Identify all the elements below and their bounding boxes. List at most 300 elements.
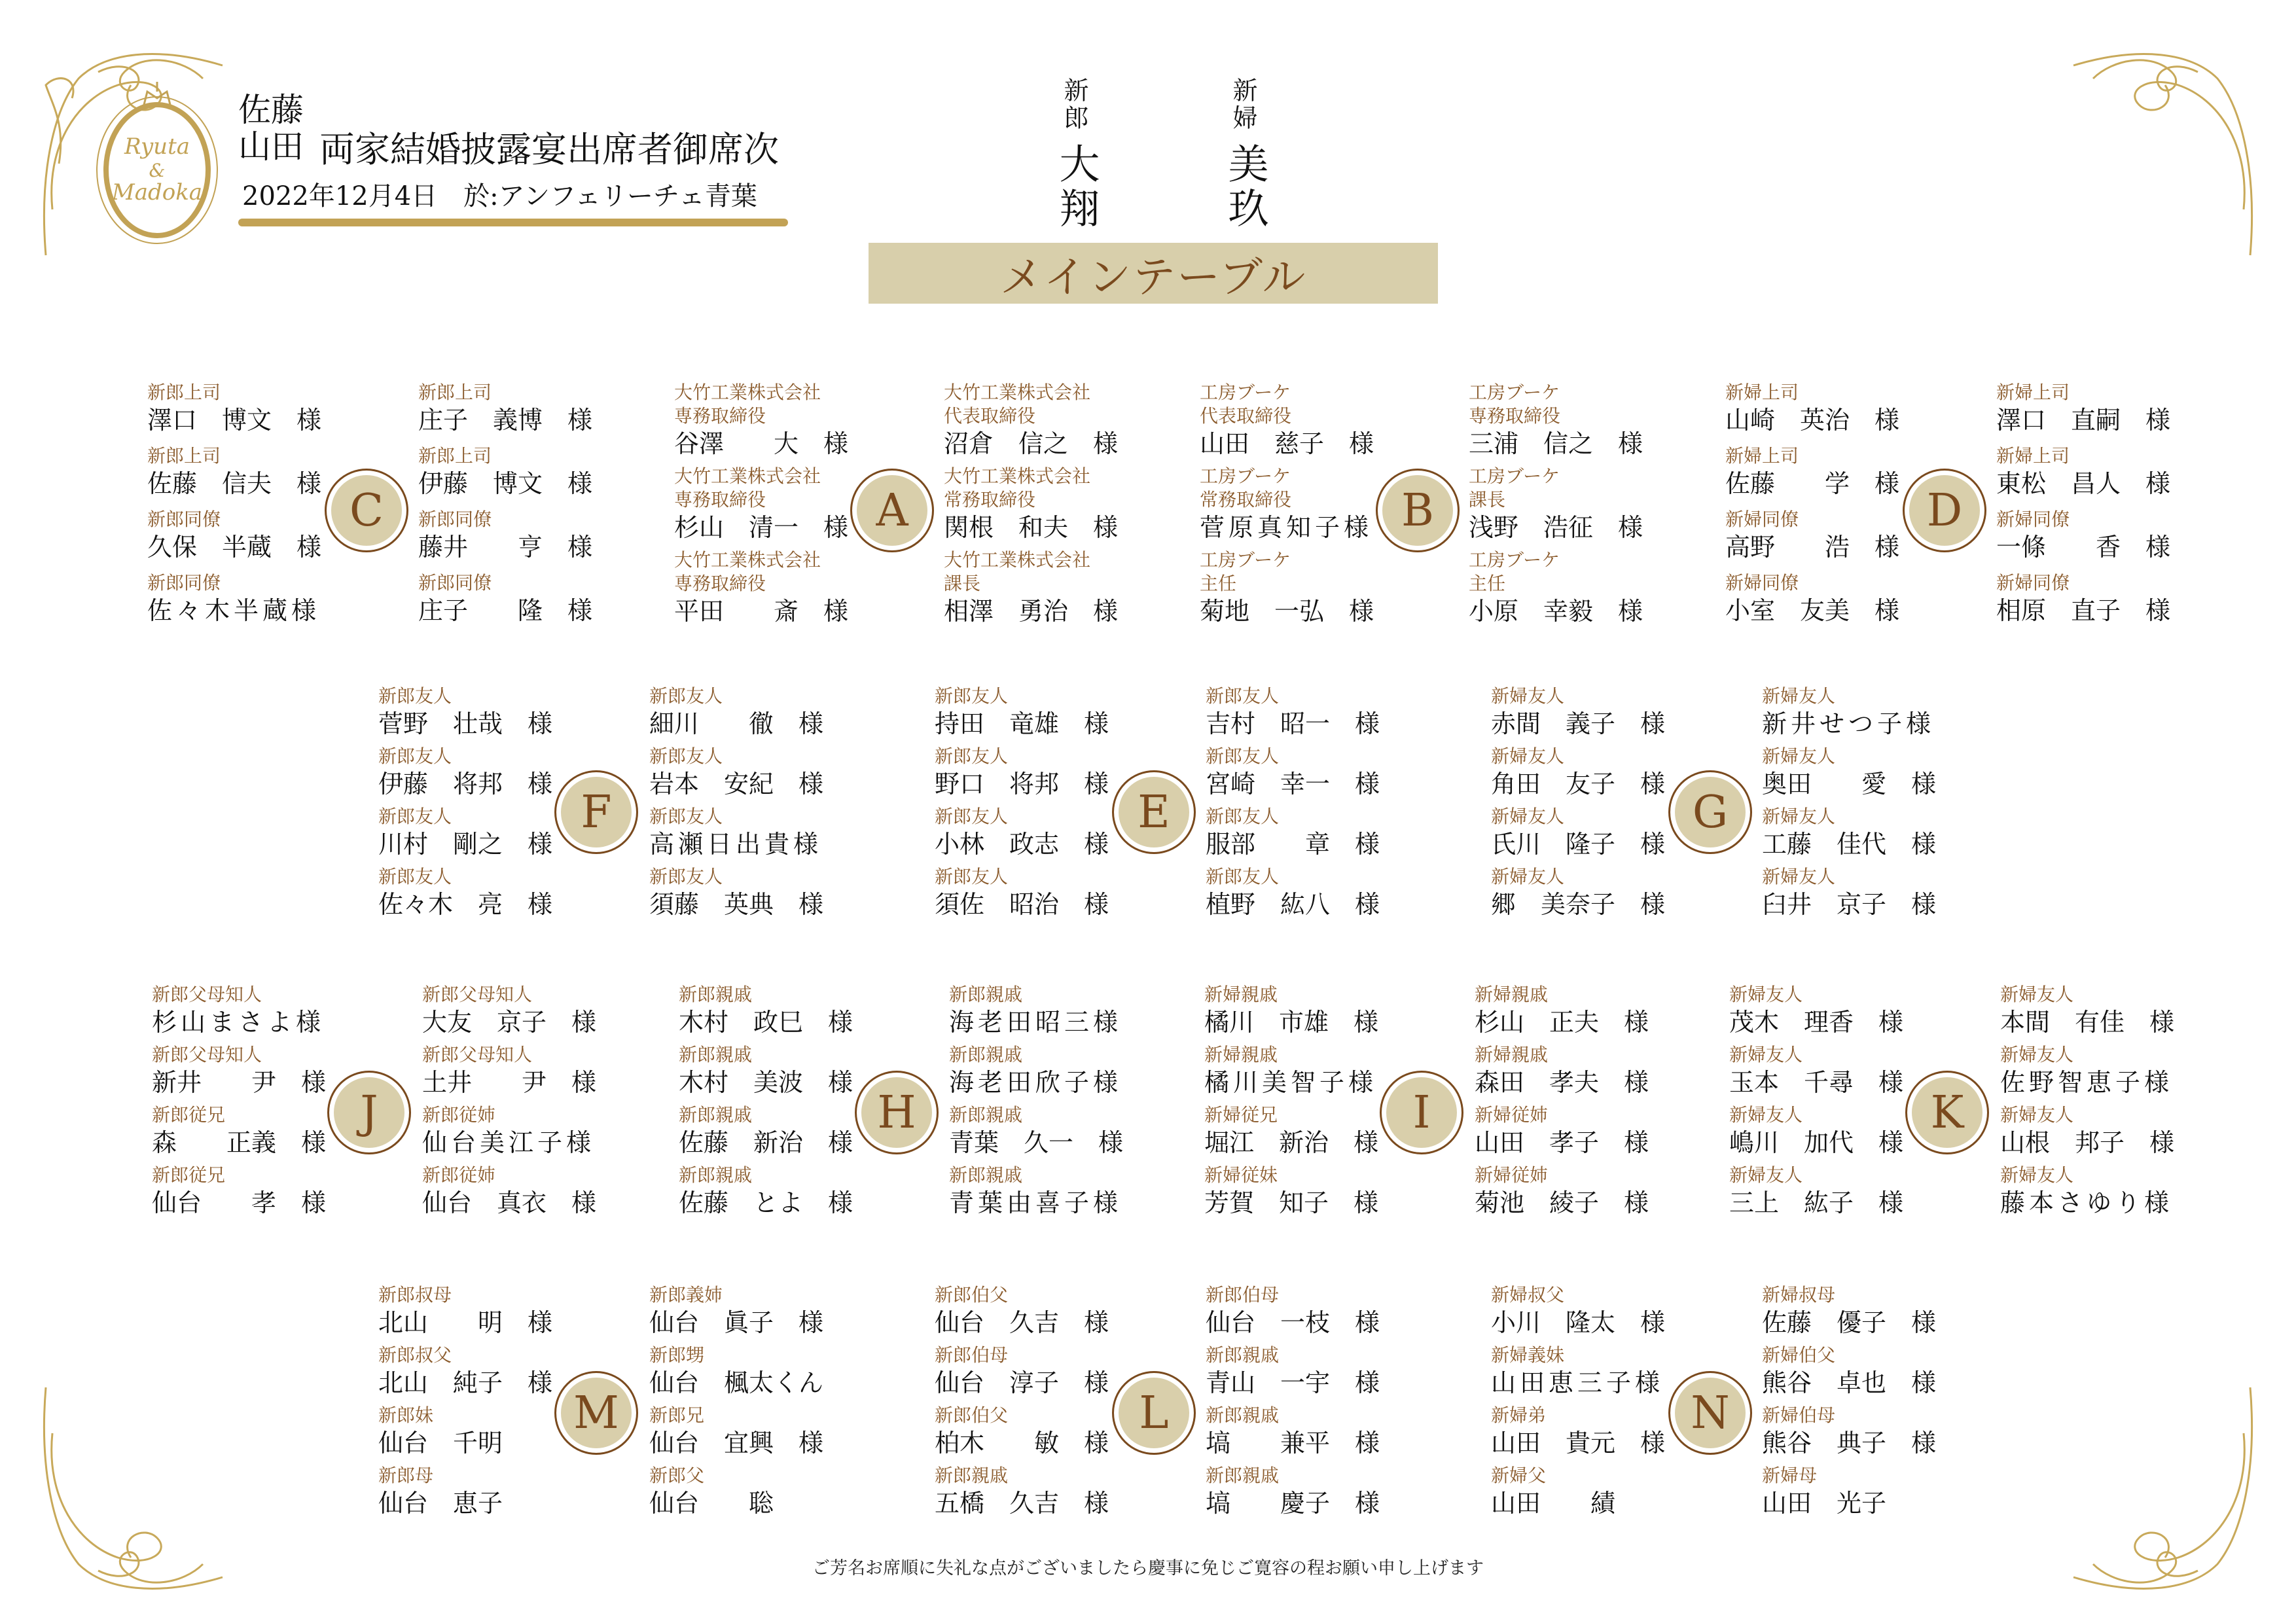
guest-column-right bbox=[949, 983, 1132, 1224]
guest-entry bbox=[1491, 1464, 1674, 1519]
guest-column-right bbox=[422, 983, 605, 1224]
guest-relation: 新郎友人 bbox=[649, 806, 723, 827]
guest-name: 工藤 佳代 様 bbox=[1762, 830, 1937, 859]
guest-entry bbox=[1206, 745, 1389, 800]
guest-relation: 新郎上司 bbox=[147, 382, 221, 403]
guest-relation: 新郎従兄 bbox=[152, 1164, 226, 1186]
guest-relation: 新婦友人 bbox=[2000, 1044, 2074, 1065]
guest-entry bbox=[949, 983, 1132, 1038]
guest-entry bbox=[1491, 1283, 1674, 1338]
table-marker-f bbox=[554, 770, 638, 854]
guest-name: 玉本 千尋 様 bbox=[1729, 1068, 1904, 1097]
guest-entry bbox=[935, 1283, 1118, 1338]
table-marker-k bbox=[1905, 1071, 1989, 1154]
table-letter: N bbox=[1691, 1387, 1730, 1439]
guest-relation: 新郎友人 bbox=[378, 685, 452, 707]
guest-name: 相澤 勇治 様 bbox=[944, 597, 1119, 626]
guest-entry bbox=[147, 571, 331, 626]
guest-relation: 大竹工業株式会社 課長 bbox=[944, 549, 1091, 594]
guest-entry bbox=[674, 465, 857, 543]
guest-name: 山根 邦子 様 bbox=[2000, 1128, 2175, 1157]
guest-entry bbox=[378, 1344, 562, 1399]
guest-name: 仙台 一枝 様 bbox=[1206, 1308, 1380, 1337]
table-letter: A bbox=[876, 484, 908, 537]
guest-column-right bbox=[649, 685, 833, 925]
table-letter: J bbox=[360, 1086, 378, 1139]
guest-name: 浅野 浩征 様 bbox=[1469, 513, 1643, 542]
guest-relation: 新郎親戚 bbox=[679, 1044, 753, 1065]
guest-name: 仙台 楓太くん bbox=[649, 1368, 824, 1397]
guest-name: 仙台 眞子 様 bbox=[649, 1308, 824, 1337]
guest-name: 佐藤 とよ 様 bbox=[679, 1188, 853, 1217]
guest-name: 海老田欣子様 bbox=[949, 1068, 1122, 1097]
guest-name: 菅野 壮哉 様 bbox=[378, 709, 553, 738]
guest-entry bbox=[147, 508, 331, 563]
guest-name: 藤井 亨 様 bbox=[418, 533, 593, 562]
guest-entry bbox=[422, 983, 605, 1038]
guest-relation: 新郎妹 bbox=[378, 1404, 434, 1426]
guest-entry bbox=[949, 1164, 1132, 1219]
guest-entry bbox=[152, 1164, 335, 1219]
guest-column-left bbox=[1200, 381, 1383, 632]
guest-entry bbox=[944, 548, 1127, 627]
guest-entry bbox=[649, 1464, 833, 1519]
guest-entry bbox=[1200, 548, 1383, 627]
guest-name: 仙台 千明 bbox=[378, 1429, 503, 1457]
guest-relation: 新郎伯母 bbox=[1206, 1284, 1280, 1306]
table-letter: F bbox=[581, 786, 612, 838]
guest-name: 服部 章 様 bbox=[1206, 830, 1380, 859]
guest-name: 山田 孝子 様 bbox=[1475, 1128, 1649, 1157]
guest-relation: 工房ブーケ 常務取締役 bbox=[1200, 465, 1292, 510]
table-letter: C bbox=[349, 484, 384, 537]
guest-entry bbox=[935, 1404, 1118, 1459]
guest-entry bbox=[2000, 1164, 2183, 1219]
bride-name: 美玖 bbox=[1221, 143, 1269, 232]
guest-entry bbox=[152, 983, 335, 1038]
guest-entry bbox=[418, 571, 601, 626]
guest-name: 佐々木 亮 様 bbox=[378, 890, 553, 919]
guest-entry bbox=[649, 805, 833, 860]
guest-entry bbox=[935, 1344, 1118, 1399]
guest-name: 郷 美奈子 様 bbox=[1491, 890, 1666, 919]
guest-relation: 新郎兄 bbox=[649, 1404, 705, 1426]
guest-relation: 新婦伯母 bbox=[1762, 1404, 1836, 1426]
guest-name: 仙台 聡 bbox=[649, 1489, 774, 1518]
guest-column-right bbox=[1206, 685, 1389, 925]
guest-relation: 新郎友人 bbox=[649, 866, 723, 887]
guest-relation: 新婦従姉 bbox=[1475, 1164, 1549, 1186]
guest-entry bbox=[378, 805, 562, 860]
guest-entry bbox=[1206, 865, 1389, 920]
guest-name: 小川 隆太 様 bbox=[1491, 1308, 1666, 1337]
page-title: 両家結婚披露宴出席者御席次 bbox=[319, 129, 779, 170]
guest-name: 関根 和夫 様 bbox=[944, 513, 1119, 542]
guest-name: 氏川 隆子 様 bbox=[1491, 830, 1666, 859]
guest-relation: 新婦友人 bbox=[2000, 984, 2074, 1005]
footer-note: ご芳名お席順に失礼な点がございましたら慶事に免じご寛容の程お願い申し上げます bbox=[812, 1558, 1484, 1578]
guest-column-right bbox=[1469, 381, 1652, 632]
guest-entry bbox=[1491, 1344, 1674, 1399]
guest-entry bbox=[1729, 1103, 1912, 1158]
guest-relation: 新婦上司 bbox=[1996, 445, 2070, 467]
guest-relation: 新郎友人 bbox=[1206, 685, 1280, 707]
guest-entry bbox=[1206, 1283, 1389, 1338]
guest-entry bbox=[1729, 1043, 1912, 1098]
guest-relation: 大竹工業株式会社 専務取締役 bbox=[674, 465, 821, 510]
guest-column-left bbox=[679, 983, 862, 1224]
guest-relation: 新婦弟 bbox=[1491, 1404, 1547, 1426]
groom-name: 大翔 bbox=[1052, 143, 1100, 232]
guest-entry bbox=[422, 1164, 605, 1219]
guest-relation: 新郎父母知人 bbox=[422, 1044, 533, 1065]
guest-name: 堀江 新治 様 bbox=[1204, 1128, 1379, 1157]
main-table-label: メインテーブル bbox=[999, 252, 1307, 302]
guest-entry bbox=[935, 805, 1118, 860]
guest-name: 三上 紘子 様 bbox=[1729, 1188, 1904, 1217]
guest-name: 塙 慶子 様 bbox=[1206, 1489, 1380, 1518]
guest-entry bbox=[1491, 865, 1674, 920]
guest-entry bbox=[674, 381, 857, 459]
guest-relation: 新郎親戚 bbox=[935, 1465, 1009, 1486]
guest-entry bbox=[152, 1103, 335, 1158]
table-marker-j bbox=[327, 1071, 411, 1154]
guest-name: 菊池 綾子 様 bbox=[1475, 1188, 1649, 1217]
table-marker-h bbox=[855, 1071, 939, 1154]
guest-relation: 新郎親戚 bbox=[949, 1104, 1023, 1126]
guest-relation: 新郎同僚 bbox=[418, 572, 492, 594]
guest-relation: 新婦友人 bbox=[2000, 1104, 2074, 1126]
guest-relation: 新婦友人 bbox=[1491, 685, 1565, 707]
table-letter: H bbox=[877, 1086, 916, 1139]
guest-entry bbox=[1762, 1404, 1945, 1459]
guest-entry bbox=[378, 1283, 562, 1338]
guest-name: 仙台 淳子 様 bbox=[935, 1368, 1109, 1397]
guest-relation: 新郎父母知人 bbox=[152, 1044, 262, 1065]
guest-column-right bbox=[944, 381, 1127, 632]
guest-entry bbox=[1491, 805, 1674, 860]
table-letter: D bbox=[1926, 484, 1963, 537]
guest-relation: 新郎親戚 bbox=[679, 1104, 753, 1126]
table-marker-m bbox=[554, 1371, 638, 1455]
family-name-yamada: 山田 bbox=[238, 128, 304, 166]
bride-role: 新婦 bbox=[1229, 77, 1257, 132]
guest-name: 宮崎 幸一 様 bbox=[1206, 770, 1380, 798]
corner-flourish-top-right bbox=[2060, 46, 2257, 268]
guest-name: 山田恵三子様 bbox=[1491, 1368, 1664, 1397]
guest-column-left bbox=[1725, 381, 1909, 635]
guest-entry bbox=[422, 1103, 605, 1158]
guest-relation: 新郎伯父 bbox=[935, 1284, 1009, 1306]
guest-name: 海老田昭三様 bbox=[949, 1008, 1122, 1037]
table-letter: M bbox=[573, 1387, 619, 1439]
guest-entry bbox=[935, 745, 1118, 800]
guest-relation: 新婦友人 bbox=[1729, 1164, 1803, 1186]
guest-relation: 新郎叔母 bbox=[378, 1284, 452, 1306]
guest-column-left bbox=[147, 381, 331, 635]
guest-entry bbox=[1491, 685, 1674, 740]
gold-divider bbox=[238, 219, 788, 226]
guest-name: 高野 浩 様 bbox=[1725, 533, 1900, 562]
guest-entry bbox=[649, 1404, 833, 1459]
guest-relation: 新郎上司 bbox=[418, 445, 492, 467]
guest-relation: 新婦友人 bbox=[1762, 866, 1836, 887]
guest-relation: 新郎母 bbox=[378, 1465, 434, 1486]
guest-entry bbox=[944, 381, 1127, 459]
guest-relation: 工房ブーケ 専務取締役 bbox=[1469, 382, 1561, 427]
guest-relation: 新婦父 bbox=[1491, 1465, 1547, 1486]
guest-relation: 新郎同僚 bbox=[418, 508, 492, 530]
guest-entry bbox=[2000, 1043, 2183, 1098]
guest-name: 小室 友美 様 bbox=[1725, 596, 1900, 625]
guest-relation: 新郎親戚 bbox=[949, 984, 1023, 1005]
guest-relation: 新郎叔父 bbox=[378, 1344, 452, 1366]
groom-role: 新郎 bbox=[1060, 77, 1088, 132]
guest-relation: 新婦親戚 bbox=[1475, 1044, 1549, 1065]
guest-entry bbox=[1996, 381, 2179, 436]
guest-entry bbox=[152, 1043, 335, 1098]
guest-entry bbox=[674, 548, 857, 627]
guest-entry bbox=[418, 508, 601, 563]
guest-name: 山田 績 bbox=[1491, 1489, 1616, 1518]
guest-name: 細川 徹 様 bbox=[649, 709, 824, 738]
guest-relation: 工房ブーケ 代表取締役 bbox=[1200, 382, 1292, 427]
guest-entry bbox=[1206, 1344, 1389, 1399]
guest-entry bbox=[378, 1464, 562, 1519]
guest-entry bbox=[679, 1103, 862, 1158]
guest-entry bbox=[1475, 983, 1658, 1038]
guest-name: 菅原真知子様 bbox=[1200, 513, 1373, 542]
family-name-sato: 佐藤 bbox=[238, 91, 304, 129]
guest-relation: 新郎従兄 bbox=[152, 1104, 226, 1126]
guest-name: 山崎 英治 様 bbox=[1725, 406, 1900, 435]
guest-column-left bbox=[152, 983, 335, 1224]
guest-relation: 新郎友人 bbox=[1206, 745, 1280, 767]
table-letter: G bbox=[1692, 786, 1729, 838]
guest-relation: 新郎従姉 bbox=[422, 1164, 496, 1186]
guest-entry bbox=[418, 381, 601, 436]
guest-relation: 新婦上司 bbox=[1725, 382, 1799, 403]
guest-entry bbox=[1475, 1103, 1658, 1158]
guest-relation: 新婦友人 bbox=[1762, 745, 1836, 767]
guest-name: 杉山まさよ様 bbox=[152, 1008, 325, 1037]
guest-relation: 新郎父母知人 bbox=[152, 984, 262, 1005]
guest-name: 仙台 孝 様 bbox=[152, 1188, 327, 1217]
guest-entry bbox=[949, 1103, 1132, 1158]
guest-entry bbox=[147, 444, 331, 499]
guest-entry bbox=[1491, 1404, 1674, 1459]
guest-relation: 新婦同僚 bbox=[1725, 572, 1799, 594]
guest-name: 三浦 信之 様 bbox=[1469, 429, 1643, 458]
guest-entry bbox=[1469, 465, 1652, 543]
guest-name: 庄子 隆 様 bbox=[418, 596, 593, 625]
guest-entry bbox=[422, 1043, 605, 1098]
guest-column-right bbox=[649, 1283, 833, 1524]
guest-entry bbox=[935, 1464, 1118, 1519]
guest-column-left bbox=[1204, 983, 1388, 1224]
guest-column-left bbox=[1729, 983, 1912, 1224]
guest-name: 青葉 久一 様 bbox=[949, 1128, 1124, 1157]
guest-entry bbox=[949, 1043, 1132, 1098]
table-marker-e bbox=[1112, 770, 1196, 854]
guest-name: 澤口 博文 様 bbox=[147, 406, 322, 435]
guest-relation: 新婦従妹 bbox=[1204, 1164, 1278, 1186]
guest-name: 森田 孝夫 様 bbox=[1475, 1068, 1649, 1097]
guest-name: 塙 兼平 様 bbox=[1206, 1429, 1380, 1457]
guest-relation: 新郎友人 bbox=[1206, 806, 1280, 827]
guest-relation: 新婦伯父 bbox=[1762, 1344, 1836, 1366]
date-venue: 2022年12月4日 於:アンフェリーチェ青葉 bbox=[242, 181, 757, 211]
guest-relation: 新婦友人 bbox=[1729, 1104, 1803, 1126]
guest-entry bbox=[1204, 1043, 1388, 1098]
guest-entry bbox=[679, 983, 862, 1038]
logo-text-madoka: Madoka bbox=[111, 179, 203, 205]
guest-name: 茂木 理香 様 bbox=[1729, 1008, 1904, 1037]
guest-name: 橘川美智子様 bbox=[1204, 1068, 1378, 1097]
table-letter: B bbox=[1401, 484, 1434, 537]
guest-relation: 新郎友人 bbox=[378, 806, 452, 827]
guest-relation: 大竹工業株式会社 専務取締役 bbox=[674, 549, 821, 594]
guest-relation: 新郎親戚 bbox=[1206, 1404, 1280, 1426]
guest-name: 仙台 恵子 bbox=[378, 1489, 503, 1518]
guest-name: 仙台美江子様 bbox=[422, 1128, 596, 1157]
logo-text-ampersand: & bbox=[149, 160, 166, 181]
guest-name: 高瀬日出貴様 bbox=[649, 830, 823, 859]
guest-column-left bbox=[378, 1283, 562, 1524]
guest-relation: 新郎従姉 bbox=[422, 1104, 496, 1126]
guest-name: 菊地 一弘 様 bbox=[1200, 597, 1374, 626]
guest-entry bbox=[1206, 1404, 1389, 1459]
guest-column-right bbox=[1475, 983, 1658, 1224]
guest-name: 熊谷 卓也 様 bbox=[1762, 1368, 1937, 1397]
guest-entry bbox=[1725, 381, 1909, 436]
guest-relation: 新婦親戚 bbox=[1204, 984, 1278, 1005]
guest-entry bbox=[1475, 1164, 1658, 1219]
guest-relation: 新郎友人 bbox=[649, 745, 723, 767]
guest-relation: 新郎親戚 bbox=[679, 1164, 753, 1186]
guest-entry bbox=[1725, 571, 1909, 626]
guest-relation: 新郎親戚 bbox=[949, 1044, 1023, 1065]
guest-name: 澤口 直嗣 様 bbox=[1996, 406, 2171, 435]
guest-entry bbox=[679, 1164, 862, 1219]
guest-name: 沼倉 信之 様 bbox=[944, 429, 1119, 458]
guest-entry bbox=[1206, 1464, 1389, 1519]
guest-entry bbox=[1469, 548, 1652, 627]
guest-name: 須藤 英典 様 bbox=[649, 890, 824, 919]
guest-entry bbox=[378, 1404, 562, 1459]
guest-relation: 大竹工業株式会社 専務取締役 bbox=[674, 382, 821, 427]
guest-entry bbox=[944, 465, 1127, 543]
table-marker-i bbox=[1380, 1071, 1463, 1154]
guest-entry bbox=[1996, 508, 2179, 563]
guest-column-left bbox=[935, 685, 1118, 925]
guest-name: 北山 明 様 bbox=[378, 1308, 553, 1337]
guest-relation: 新郎親戚 bbox=[949, 1164, 1023, 1186]
guest-name: 山田 慈子 様 bbox=[1200, 429, 1374, 458]
guest-relation: 新婦同僚 bbox=[1996, 572, 2070, 594]
guest-entry bbox=[2000, 983, 2183, 1038]
guest-name: 佐藤 信夫 様 bbox=[147, 469, 322, 498]
guest-name: 岩本 安紀 様 bbox=[649, 770, 824, 798]
guest-entry bbox=[378, 745, 562, 800]
guest-relation: 工房ブーケ 課長 bbox=[1469, 465, 1560, 510]
guest-relation: 新婦同僚 bbox=[1996, 508, 2070, 530]
guest-relation: 新婦上司 bbox=[1725, 445, 1799, 467]
guest-relation: 大竹工業株式会社 代表取締役 bbox=[944, 382, 1091, 427]
guest-name: 伊藤 将邦 様 bbox=[378, 770, 553, 798]
guest-relation: 新郎上司 bbox=[147, 445, 221, 467]
guest-entry bbox=[1729, 983, 1912, 1038]
couple-monogram-logo bbox=[92, 82, 223, 245]
guest-relation: 新郎上司 bbox=[418, 382, 492, 403]
guest-relation: 新婦友人 bbox=[1729, 984, 1803, 1005]
guest-name: 藤本さゆり様 bbox=[2000, 1188, 2174, 1217]
guest-relation: 新郎義姉 bbox=[649, 1284, 723, 1306]
guest-column-right bbox=[1996, 381, 2179, 635]
guest-name: 青山 一宇 様 bbox=[1206, 1368, 1380, 1397]
guest-name: 相原 直子 様 bbox=[1996, 596, 2171, 625]
guest-name: 嶋川 加代 様 bbox=[1729, 1128, 1904, 1157]
guest-relation: 新婦従姉 bbox=[1475, 1104, 1549, 1126]
guest-name: 土井 尹 様 bbox=[422, 1068, 597, 1097]
guest-name: 本間 有佳 様 bbox=[2000, 1008, 2175, 1037]
guest-relation: 新郎友人 bbox=[1206, 866, 1280, 887]
guest-column-right bbox=[418, 381, 601, 635]
guest-entry bbox=[1762, 685, 1945, 740]
guest-entry bbox=[1206, 685, 1389, 740]
table-marker-c bbox=[325, 469, 408, 552]
guest-entry bbox=[1762, 1283, 1945, 1338]
guest-name: 持田 竜雄 様 bbox=[935, 709, 1109, 738]
guest-entry bbox=[1204, 1164, 1388, 1219]
guest-entry bbox=[935, 685, 1118, 740]
guest-relation: 新郎友人 bbox=[649, 685, 723, 707]
guest-name: 仙台 宜興 様 bbox=[649, 1429, 824, 1457]
guest-name: 赤間 義子 様 bbox=[1491, 709, 1666, 738]
guest-relation: 新郎友人 bbox=[378, 866, 452, 887]
guest-entry bbox=[1762, 745, 1945, 800]
guest-name: 奥田 愛 様 bbox=[1762, 770, 1937, 798]
guest-entry bbox=[649, 865, 833, 920]
guest-name: 新井せつ子様 bbox=[1762, 709, 1935, 738]
guest-relation: 新郎親戚 bbox=[1206, 1465, 1280, 1486]
guest-entry bbox=[649, 1344, 833, 1399]
guest-relation: 新郎伯母 bbox=[935, 1344, 1009, 1366]
guest-name: 伊藤 博文 様 bbox=[418, 469, 593, 498]
guest-relation: 工房ブーケ 主任 bbox=[1200, 549, 1291, 594]
guest-name: 杉山 正夫 様 bbox=[1475, 1008, 1649, 1037]
guest-name: 久保 半蔵 様 bbox=[147, 533, 322, 562]
guest-relation: 新郎友人 bbox=[935, 866, 1009, 887]
guest-name: 杉山 清一 様 bbox=[674, 513, 849, 542]
guest-entry bbox=[1762, 805, 1945, 860]
guest-relation: 新郎友人 bbox=[378, 745, 452, 767]
guest-relation: 新婦上司 bbox=[1996, 382, 2070, 403]
guest-relation: 新婦友人 bbox=[2000, 1164, 2074, 1186]
guest-column-right bbox=[2000, 983, 2183, 1224]
guest-relation: 新婦従兄 bbox=[1204, 1104, 1278, 1126]
guest-relation: 新婦友人 bbox=[1491, 806, 1565, 827]
guest-relation: 新婦友人 bbox=[1491, 745, 1565, 767]
guest-entry bbox=[2000, 1103, 2183, 1158]
guest-entry bbox=[1475, 1043, 1658, 1098]
guest-column-left bbox=[1491, 1283, 1674, 1524]
guest-column-left bbox=[378, 685, 562, 925]
guest-entry bbox=[1200, 381, 1383, 459]
table-marker-b bbox=[1376, 469, 1460, 552]
guest-relation: 新郎甥 bbox=[649, 1344, 705, 1366]
guest-relation: 新郎父母知人 bbox=[422, 984, 533, 1005]
